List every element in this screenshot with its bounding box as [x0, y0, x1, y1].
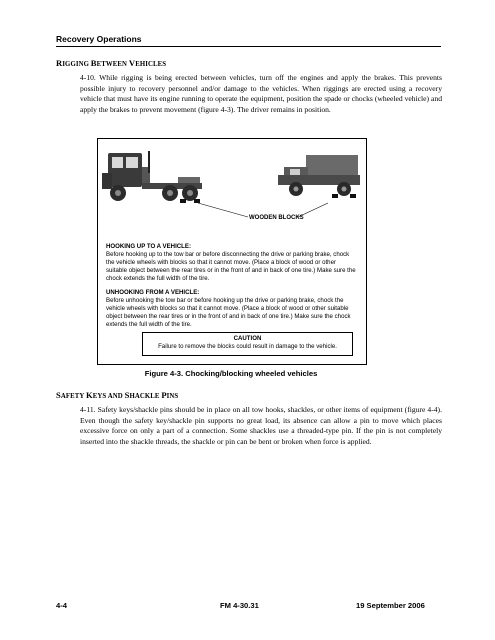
- unhooking-block: [106, 289, 358, 329]
- caution-text: Failure to remove the blocks could result in damage to the vehicle.: [158, 343, 337, 350]
- vehicles-illustration: [98, 139, 366, 219]
- unhooking-text: Before unhooking the tow bar or before hooking up the drive or parking brake, chock the vehicle wheels with blocks so that it cannot move. (Place a block of wood or other suitable object between the rear tires or in the front of and in back of one tire.) Make sure the chock extends the full width of the tire.: [106, 297, 351, 328]
- wooden-blocks-label: WOODEN BLOCKS: [249, 215, 304, 221]
- cargo-vehicle: [278, 155, 360, 196]
- caution-title: CAUTION: [233, 335, 262, 342]
- section-title-rigging: RIGGING BETWEEN VEHICLES: [56, 58, 167, 68]
- section-title-safety-keys: SAFETY KEYS AND SHACKLE PINS: [56, 390, 179, 400]
- hooking-block: [106, 243, 358, 283]
- unhooking-heading: UNHOOKING FROM A VEHICLE:: [106, 289, 200, 296]
- paragraph-4-11: 4-11. Safety keys/shackle pins should be in place on all tow hooks, shackles, or other items of equipment (figure 4-4). Even though the safety key/shackle pin supports no great load, its absence can allow a pin to move which places excessive force on only a part of a connection. Some shackles use a threaded-type pin. If the pin is not completely inserted into the shackle threads, the shackle or pin can be bent or broken when force is applied.: [80, 405, 442, 446]
- manual-number: FM 4-30.31: [220, 601, 259, 610]
- figure-4-3: [97, 138, 367, 365]
- hooking-heading: HOOKING UP TO A VEHICLE:: [106, 243, 191, 250]
- page-number: 4-4: [56, 601, 67, 610]
- paragraph-4-10: 4-10. While rigging is being erected between vehicles, turn off the engines and apply the brakes. This prevents possible injury to recovery personnel and/or damage to the vehicles. When riggings are erected using a recovery vehicle that must have its engine running to operate the equipment, position the spade or chocks (wheeled vehicle) and apply the brakes to prevent movement (figure 4-3). The driver remains in position.: [80, 73, 442, 114]
- figure-caption: Figure 4-3. Chocking/blocking wheeled vehicles: [144, 369, 318, 378]
- tractor-truck: [102, 151, 202, 201]
- publication-date: 19 September 2006: [356, 601, 425, 610]
- caution-box: [142, 332, 353, 356]
- hooking-text: Before hooking up to the tow bar or before disconnecting the drive or parking brake, chock the vehicle wheels with blocks so that it cannot move. (Place a block of wood or other suitable object between the rear tires or in the front of and in back of one tire.) Make sure the chock extends the full width of the tire.: [106, 251, 356, 282]
- running-header: Recovery Operations: [56, 34, 441, 47]
